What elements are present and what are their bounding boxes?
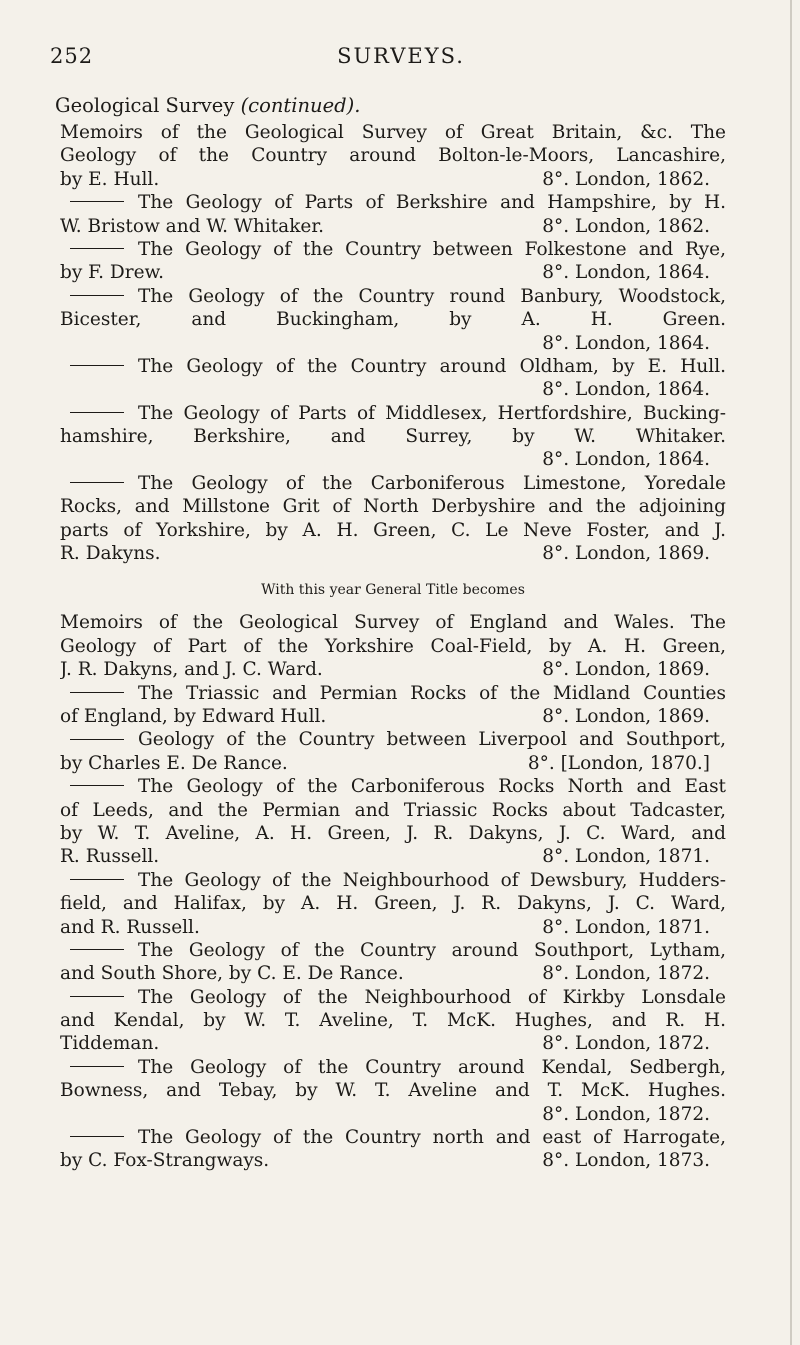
entry-line (60, 986, 726, 1009)
page-edge-shadow (790, 0, 792, 1345)
entry-line (60, 402, 726, 425)
entry-authors: R. Dakyns. (60, 543, 161, 565)
entries-after-title-change (60, 611, 726, 1172)
entry-text: parts of Yorkshire, by A. H. Green, C. Le Neve Foster, and J. (60, 519, 726, 541)
entry-authors: W. Bristow and W. Whitaker. (60, 215, 325, 237)
entry-authors: J. R. Dakyns, and J. C. Ward. (60, 659, 323, 681)
entry-authors: by C. Fox-Strangways. (60, 1150, 270, 1172)
bibliography-entry (60, 402, 726, 472)
section-continued-note: (continued). (240, 94, 361, 117)
ditto-dash (70, 879, 124, 880)
entry-text: of Leeds, and the Permian and Triassic Rocks about Tadcaster, (60, 799, 726, 821)
entry-imprint: 8°. London, 1872. (542, 963, 710, 985)
ditto-dash (70, 248, 124, 249)
entry-authors: by E. Hull. (60, 168, 160, 190)
entry-imprint: 8°. London, 1864. (542, 379, 710, 401)
entry-line (60, 121, 726, 144)
entry-text: Geology of the Country between Liverpool and Southport, (138, 729, 726, 751)
entry-line (60, 892, 726, 915)
bibliography-entry (60, 1126, 726, 1173)
running-head: SURVEYS. (337, 44, 465, 68)
ditto-dash (70, 692, 124, 693)
entry-line (60, 799, 726, 822)
ditto-dash (70, 785, 124, 786)
entry-authors: of England, by Edward Hull. (60, 705, 327, 727)
entry-last-line (60, 542, 726, 565)
ditto-dash (70, 949, 124, 950)
bibliography-entry (60, 238, 726, 285)
ditto-dash (70, 365, 124, 366)
bibliography-entry (60, 191, 726, 238)
ditto-dash (70, 1066, 124, 1067)
entry-line (60, 822, 726, 845)
entry-authors: R. Russell. (60, 846, 160, 868)
entry-text: Memoirs of the Geological Survey of Great Britain, &c. The (60, 122, 726, 143)
bibliography-body (60, 121, 726, 1173)
entry-text: The Geology of the Neighbourhood of Kirkby Lonsdale (138, 986, 726, 1008)
page-number: 252 (50, 44, 94, 68)
entry-line (60, 869, 726, 892)
entry-text: Bowness, and Tebay, by W. T. Aveline and T. McK. Hughes. (60, 1080, 726, 1102)
entry-line (60, 1079, 726, 1102)
bibliography-entry (60, 775, 726, 869)
entry-text: The Geology of Parts of Middlesex, Hertfordshire, Bucking- (138, 402, 726, 424)
entry-line (60, 728, 726, 751)
entry-authors: and R. Russell. (60, 916, 200, 938)
entry-imprint: 8°. London, 1862. (542, 168, 710, 190)
entry-last-line (60, 261, 726, 284)
entry-text: The Geology of the Country between Folkestone and Rye, (138, 238, 726, 260)
entry-last-line (60, 215, 726, 238)
entry-text: The Geology of Parts of Berkshire and Hampshire, by H. (138, 192, 726, 214)
bibliography-entry (60, 728, 726, 775)
entry-text: The Triassic and Permian Rocks of the Midland Counties (138, 682, 726, 704)
entry-line (60, 308, 726, 331)
ditto-dash (70, 295, 124, 296)
bibliography-entry (60, 472, 726, 566)
entry-line (60, 775, 726, 798)
entry-authors: and South Shore, by C. E. De Rance. (60, 963, 404, 985)
entry-last-line (60, 168, 726, 191)
bibliography-entry (60, 611, 726, 681)
entry-imprint: 8°. [London, 1870.] (527, 752, 710, 774)
entry-authors: Tiddeman. (60, 1033, 160, 1055)
entry-text: Geology of Part of the Yorkshire Coal-Field, by A. H. Green, (60, 635, 726, 657)
ditto-dash (70, 739, 124, 740)
entry-line (60, 355, 726, 378)
entry-text: The Geology of the Carboniferous Rocks North and East (138, 776, 726, 798)
entry-line (60, 144, 726, 167)
bibliography-entry (60, 121, 726, 191)
entry-line (60, 191, 726, 214)
entry-imprint: 8°. London, 1869. (542, 659, 710, 681)
entries-before-title-change (60, 121, 726, 565)
bibliography-entry (60, 285, 726, 355)
entry-line (60, 519, 726, 542)
entry-line (60, 285, 726, 308)
entry-text: The Geology of the Country around Kendal, Sedbergh, (138, 1056, 726, 1078)
entry-text: Bicester, and Buckingham, by A. H. Green. (60, 309, 726, 331)
ditto-dash (70, 201, 124, 202)
entry-imprint: 8°. London, 1869. (542, 705, 710, 727)
entry-last-line (60, 752, 726, 775)
entry-text: The Geology of the Country north and east of Harrogate, (138, 1127, 726, 1149)
entry-last-line (60, 705, 726, 728)
page-header (50, 44, 752, 76)
section-title: Geological Survey (55, 94, 235, 117)
entry-text: Rocks, and Millstone Grit of North Derbyshire and the adjoining (60, 496, 726, 518)
entry-imprint: 8°. London, 1864. (542, 262, 710, 284)
bibliography-entry (60, 869, 726, 939)
entry-text: and Kendal, by W. T. Aveline, T. McK. Hughes, and R. H. (60, 1010, 726, 1032)
entry-imprint: 8°. London, 1872. (542, 1103, 710, 1125)
entry-text: The Geology of the Neighbourhood of Dewsbury, Hudders- (138, 869, 726, 891)
bibliography-entry (60, 682, 726, 729)
entry-last-line (60, 1149, 726, 1172)
entry-imprint: 8°. London, 1873. (542, 1150, 710, 1172)
bibliography-entry (60, 939, 726, 986)
entry-line (60, 939, 726, 962)
entry-last-line (60, 962, 726, 985)
entry-line (60, 472, 726, 495)
entry-text: The Geology of the Country around Southport, Lytham, (138, 939, 726, 961)
entry-last-line (60, 916, 726, 939)
entry-line (60, 1126, 726, 1149)
entry-line (60, 495, 726, 518)
section-heading (55, 94, 360, 117)
ditto-dash (70, 1136, 124, 1137)
entry-last-line (60, 658, 726, 681)
entry-text: Memoirs of the Geological Survey of England and Wales. The (60, 612, 726, 634)
entry-text: field, and Halifax, by A. H. Green, J. R. Dakyns, J. C. Ward, (60, 893, 726, 915)
entry-authors: by F. Drew. (60, 262, 165, 284)
entry-last-line (60, 845, 726, 868)
entry-line (60, 682, 726, 705)
entry-text: The Geology of the Country around Oldham, by E. Hull. (138, 355, 726, 377)
entry-text: Geology of the Country around Bolton-le-Moors, Lancashire, (60, 145, 726, 167)
title-change-note: With this year General Title becomes (261, 582, 525, 599)
entry-authors: by Charles E. De Rance. (60, 752, 288, 774)
bibliography-entry (60, 355, 726, 402)
entry-text: The Geology of the Carboniferous Limestone, Yoredale (138, 472, 726, 494)
ditto-dash (70, 412, 124, 413)
entry-text: hamshire, Berkshire, and Surrey, by W. Whitaker. (60, 426, 726, 448)
entry-line (60, 1056, 726, 1079)
ditto-dash (70, 482, 124, 483)
entry-imprint: 8°. London, 1862. (542, 215, 710, 237)
entry-line (60, 611, 726, 634)
entry-imprint: 8°. London, 1871. (542, 916, 710, 938)
entry-imprint: 8°. London, 1869. (542, 543, 710, 565)
ditto-dash (70, 996, 124, 997)
entry-text: by W. T. Aveline, A. H. Green, J. R. Dakyns, J. C. Ward, and (60, 822, 726, 844)
entry-imprint: 8°. London, 1864. (542, 449, 710, 471)
entry-line (60, 238, 726, 261)
entry-line (60, 1009, 726, 1032)
entry-line (60, 425, 726, 448)
entry-imprint: 8°. London, 1871. (542, 846, 710, 868)
bibliography-entry (60, 1056, 726, 1126)
entry-text: The Geology of the Country round Banbury, Woodstock, (138, 285, 726, 307)
bibliography-entry (60, 986, 726, 1056)
entry-imprint: 8°. London, 1864. (542, 332, 710, 354)
entry-imprint: 8°. London, 1872. (542, 1033, 710, 1055)
entry-line (60, 635, 726, 658)
entry-last-line (60, 1032, 726, 1055)
